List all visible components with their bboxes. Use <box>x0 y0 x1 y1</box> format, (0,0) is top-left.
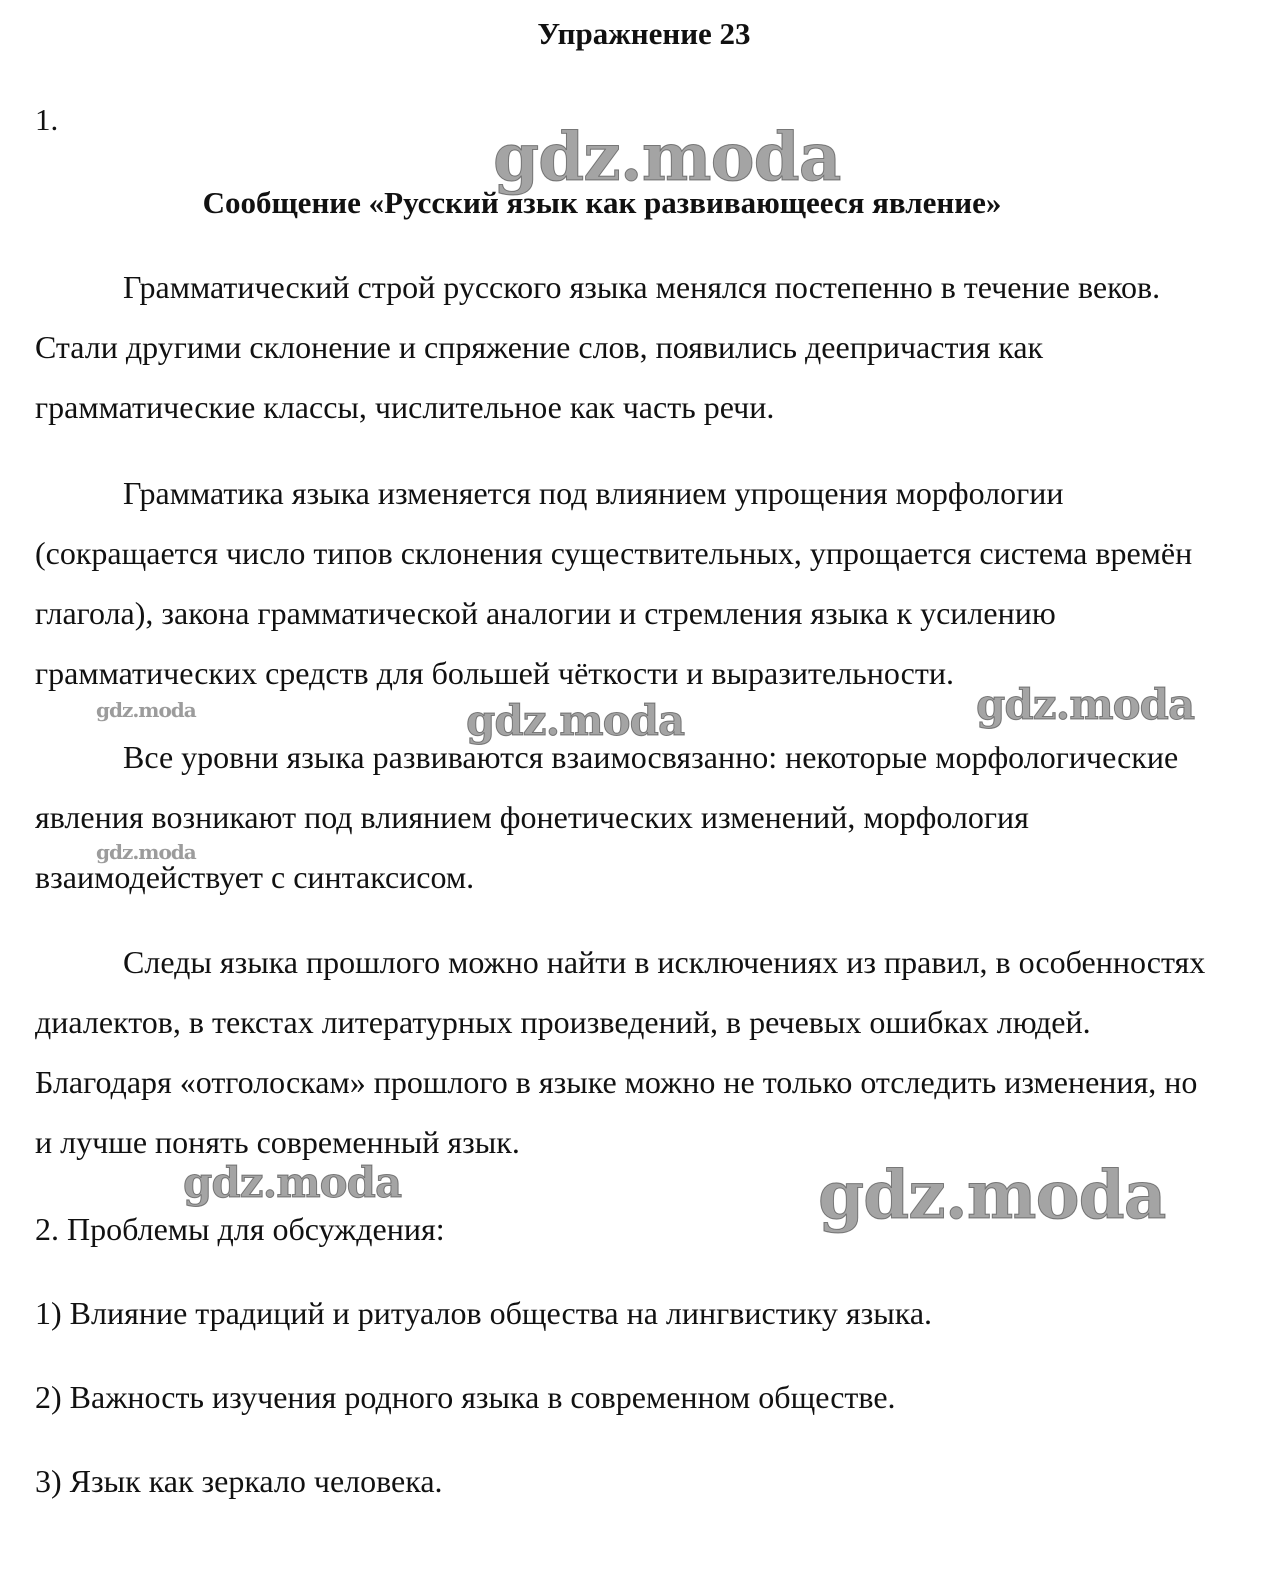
watermark-logo: gdz.moda <box>96 698 196 722</box>
watermark-logo: gdz.moda <box>183 1158 402 1207</box>
message-subtitle: Сообщение «Русский язык как развивающееся явление» <box>202 185 1002 220</box>
problem-item: 2) Важность изучения родного языка в современном обществе. <box>35 1379 896 1415</box>
paragraph-4: Следы языка прошлого можно найти в исключениях из правил, в особенностях диалектов, в текстах литературных произведений, в речевых ошибках людей. Благодаря «отголоскам» прошлого в языке можно не только отследить изменения, но и лучше понять современный язык. <box>35 944 1206 1160</box>
paragraph-2: Грамматика языка изменяется под влиянием упрощения морфологии (сокращается число типов склонения существительных, упрощается система времён глагола), закона грамматической аналогии и стремления языка к усилению грамматических средств для большей чёткости и выразительности. <box>35 475 1193 691</box>
paragraph-3: Все уровни языка развиваются взаимосвязанно: некоторые морфологические явления возникают под влиянием фонетических изменений, морфология взаимодействует с синтаксисом. <box>35 739 1179 895</box>
watermark-logo: gdz.moda <box>818 1156 1166 1234</box>
exercise-title: Упражнение 23 <box>537 16 751 51</box>
watermark-logo: gdz.moda <box>466 696 685 745</box>
problem-item: 1) Влияние традиций и ритуалов общества на лингвистику языка. <box>35 1295 933 1331</box>
problem-item: 3) Язык как зеркало человека. <box>35 1463 443 1499</box>
problems-heading: 2. Проблемы для обсуждения: <box>35 1211 445 1247</box>
watermark-logo: gdz.moda <box>493 118 841 196</box>
item-number-1: 1. <box>35 102 59 137</box>
watermark-logo: gdz.moda <box>976 680 1195 729</box>
watermark-logo: gdz.moda <box>96 840 196 864</box>
paragraph-1: Грамматический строй русского языка менялся постепенно в течение веков. Стали другими склонение и спряжение слов, появились деепричастия как грамматические классы, числительное как часть речи. <box>35 269 1161 425</box>
